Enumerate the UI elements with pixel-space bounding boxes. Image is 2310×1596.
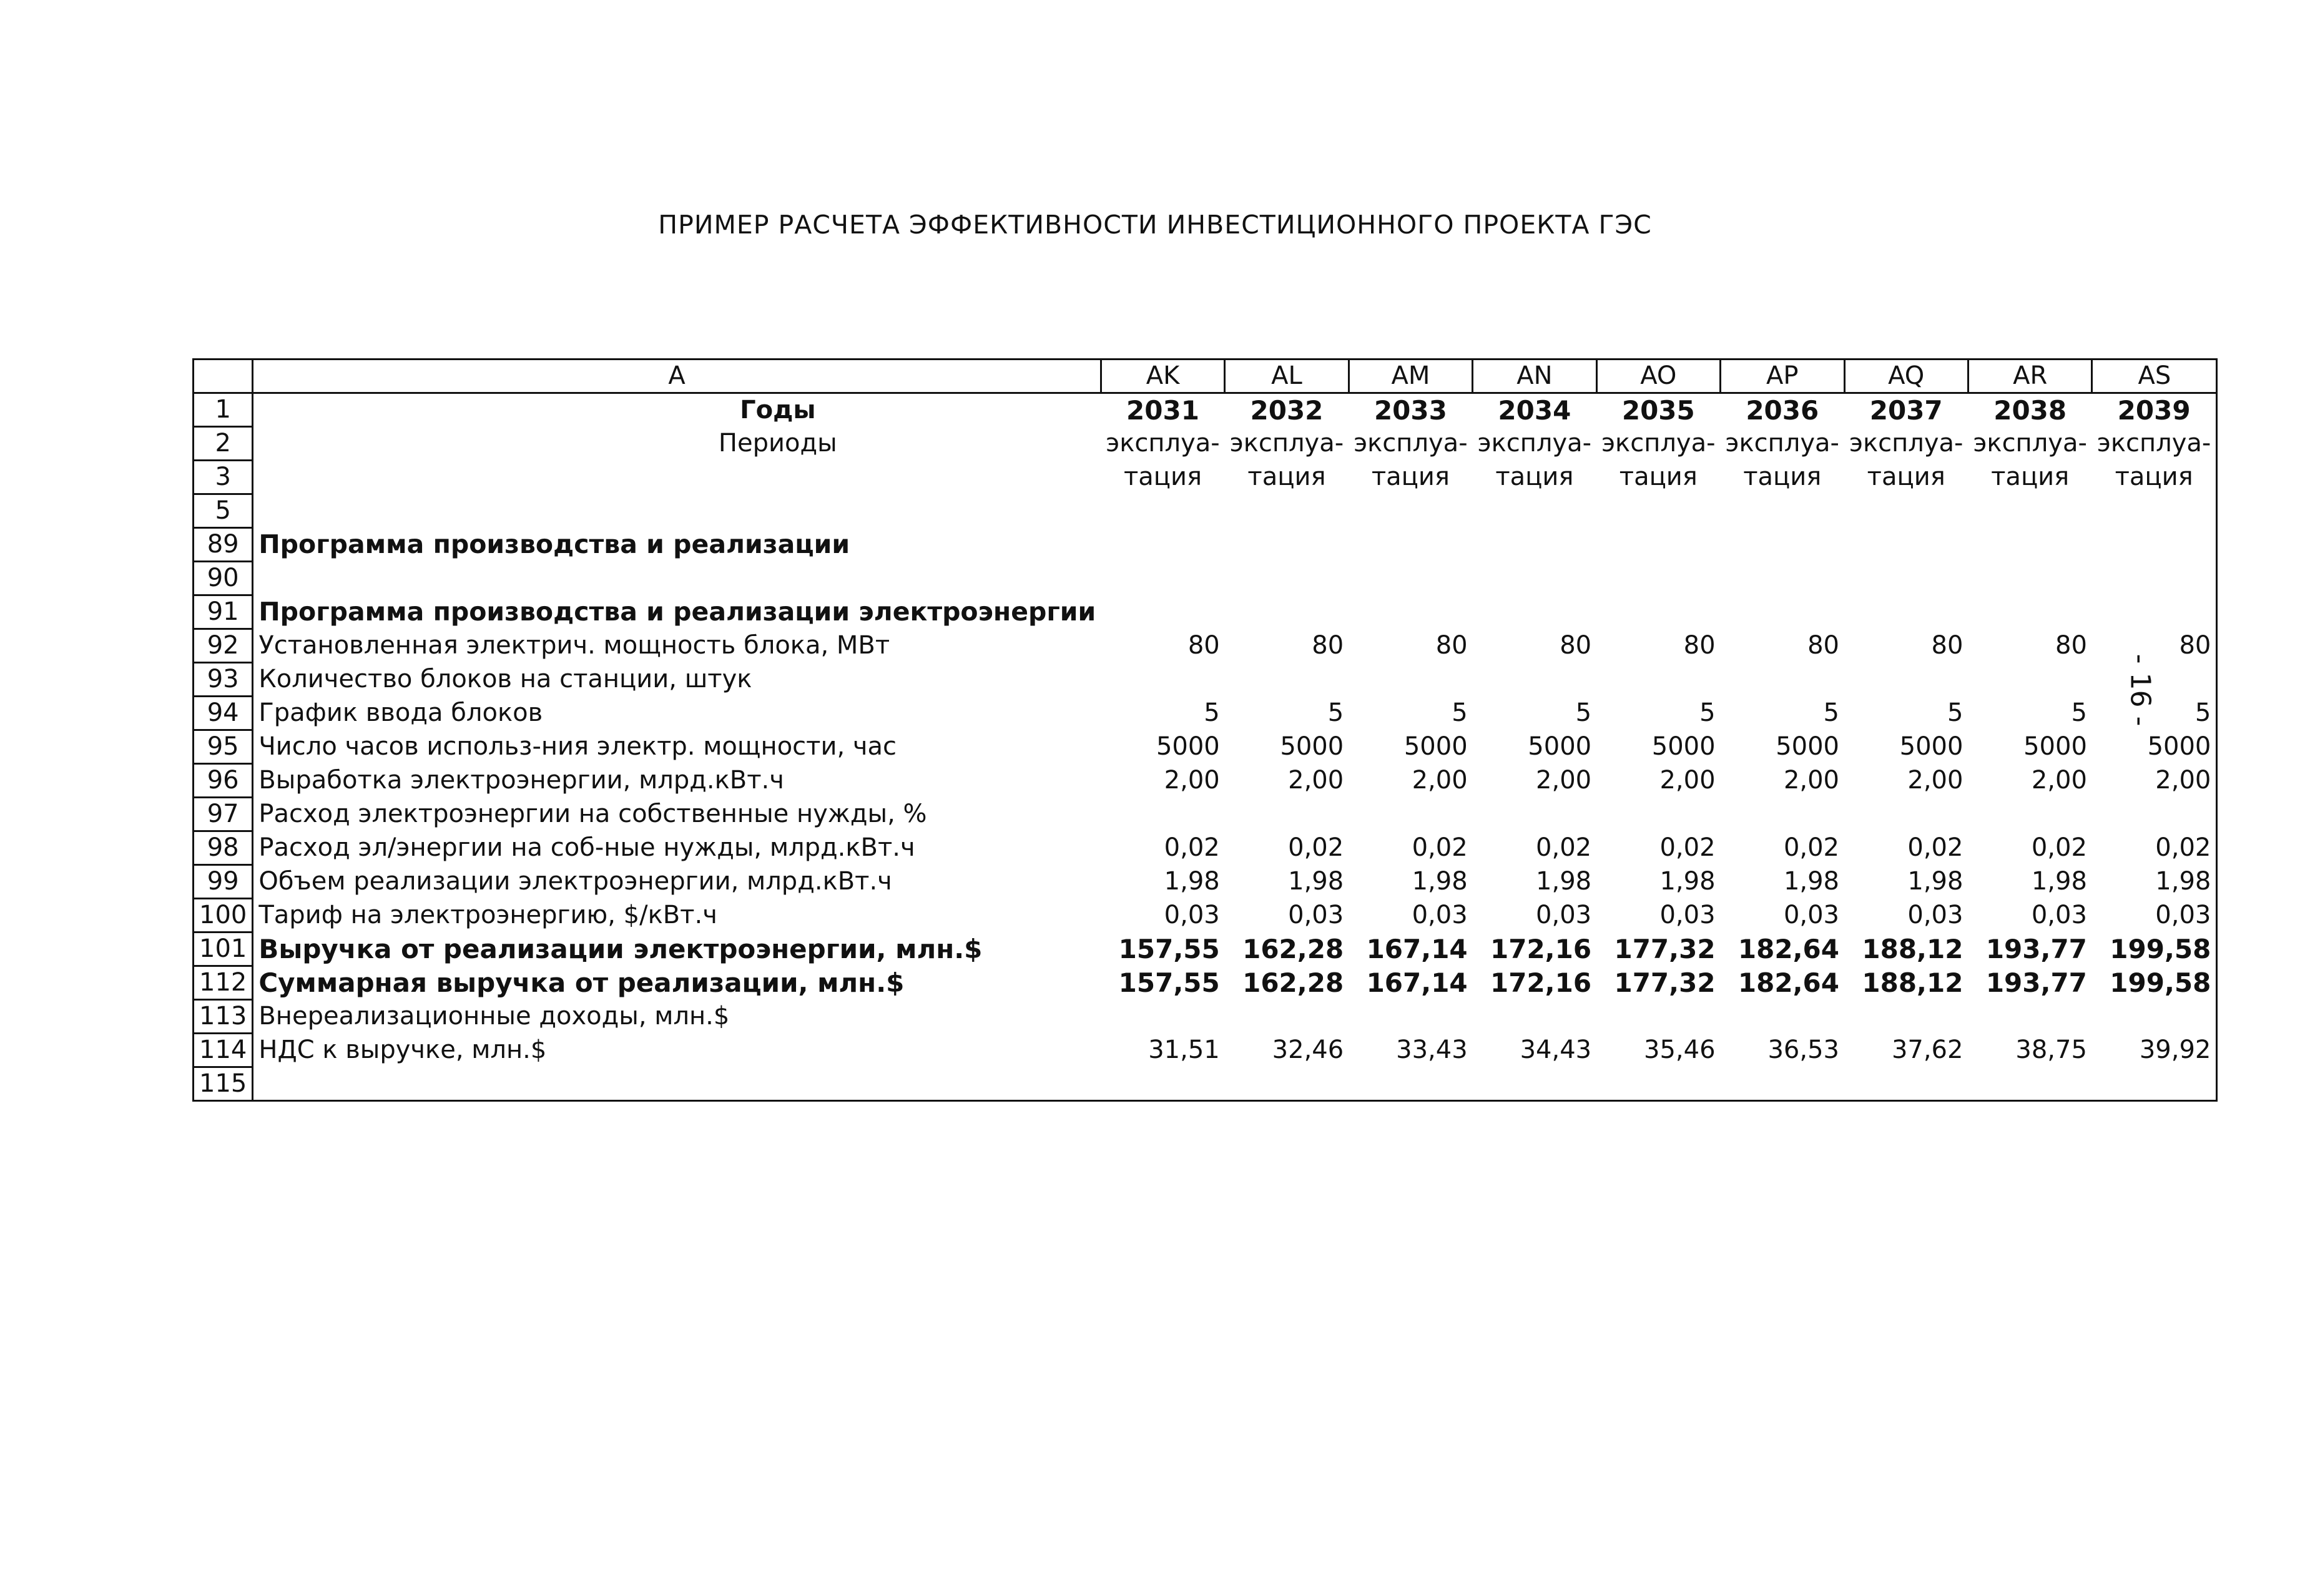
column-header[interactable]: AP	[1721, 360, 1844, 393]
value-cell[interactable]	[1349, 562, 1472, 595]
row-label[interactable]: Программа производства и реализации электроэнергии	[253, 595, 1101, 629]
value-cell[interactable]: 2,00	[1783, 766, 1839, 795]
row-label[interactable]: НДС к выручке, млн.$	[253, 1034, 1101, 1067]
row-header[interactable]: 2	[194, 427, 253, 461]
page-number: - 16 -	[2124, 654, 2156, 727]
row-label[interactable]	[253, 494, 1101, 528]
column-header[interactable]: A	[253, 360, 1101, 393]
value-cell[interactable]	[2092, 1067, 2217, 1101]
value-cell[interactable]	[1968, 1000, 2091, 1034]
value-cell[interactable]: 5	[2071, 698, 2087, 727]
value-cell[interactable]: 0,02	[1288, 833, 1344, 862]
value-cell[interactable]: эксплуа-	[2092, 427, 2217, 461]
row-header[interactable]: 95	[194, 730, 253, 764]
value-cell[interactable]: 5	[1327, 698, 1344, 727]
value-cell[interactable]: 0,03	[1164, 901, 1220, 929]
value-cell[interactable]: 177,32	[1614, 934, 1716, 964]
value-cell[interactable]: эксплуа-	[1849, 429, 1963, 458]
corner-cell[interactable]	[194, 360, 253, 393]
value-cell[interactable]	[1968, 562, 2091, 595]
column-header-row	[194, 360, 2217, 393]
value-cell[interactable]	[1596, 494, 1720, 528]
value-cell[interactable]: 33,43	[1396, 1035, 1468, 1064]
value-cell[interactable]: 5000	[1776, 732, 1839, 761]
row-header[interactable]: 89	[194, 528, 253, 562]
column-header[interactable]: AR	[1968, 360, 2091, 393]
row-header[interactable]: 91	[194, 595, 253, 629]
table-row	[194, 528, 2217, 562]
value-cell[interactable]: 0,02	[1907, 833, 1963, 862]
table-row	[194, 562, 2217, 595]
value-cell[interactable]: 1,98	[2031, 867, 2087, 896]
value-cell[interactable]: 182,64	[1737, 967, 1839, 998]
table-row	[194, 764, 2217, 798]
value-cell[interactable]	[1349, 1000, 1472, 1034]
value-cell[interactable]	[1349, 528, 1472, 562]
spreadsheet-table	[192, 358, 2218, 1102]
row-label[interactable]: Число часов использ-ния электр. мощности, час	[253, 730, 1101, 764]
value-cell[interactable]	[1968, 528, 2091, 562]
value-cell[interactable]: 80	[2092, 629, 2217, 663]
value-cell[interactable]: эксплуа-	[1601, 429, 1716, 458]
table-row	[194, 697, 2217, 730]
value-cell[interactable]: 1,98	[1659, 867, 1716, 896]
value-cell[interactable]: 5000	[2023, 732, 2087, 761]
value-cell[interactable]: 5000	[2092, 730, 2217, 764]
value-cell[interactable]: эксплуа-	[1477, 429, 1592, 458]
row-header[interactable]: 96	[194, 764, 253, 798]
value-cell[interactable]: 5	[1947, 698, 1963, 727]
row-label[interactable]: Расход электроэнергии на собственные нужды, %	[253, 798, 1101, 831]
value-cell[interactable]	[2092, 1000, 2217, 1034]
value-cell[interactable]: тация	[1247, 463, 1326, 491]
value-cell[interactable]: 2036	[1746, 394, 1819, 426]
value-cell[interactable]: 2039	[2092, 393, 2217, 427]
value-cell[interactable]	[1844, 595, 1968, 629]
row-header[interactable]: 101	[194, 933, 253, 966]
value-cell[interactable]: 2031	[1126, 394, 1199, 426]
value-cell[interactable]: 162,28	[1242, 967, 1344, 998]
value-cell[interactable]: тация	[1495, 463, 1574, 491]
table-row	[194, 629, 2217, 663]
row-label[interactable]: Расход эл/энергии на соб-ные нужды, млрд.кВт.ч	[253, 831, 1101, 865]
value-cell[interactable]	[1473, 595, 1596, 629]
row-header[interactable]: 112	[194, 966, 253, 1000]
value-cell[interactable]: 2035	[1621, 394, 1695, 426]
value-cell[interactable]	[2092, 528, 2217, 562]
value-cell[interactable]: 0,02	[1412, 833, 1468, 862]
value-cell[interactable]: эксплуа-	[1229, 429, 1344, 458]
value-cell[interactable]: 0,03	[1412, 901, 1468, 929]
value-cell[interactable]	[1968, 1067, 2091, 1101]
value-cell[interactable]: 0,03	[1907, 901, 1963, 929]
row-header[interactable]: 92	[194, 629, 253, 663]
table-row	[194, 899, 2217, 933]
row-header[interactable]: 97	[194, 798, 253, 831]
value-cell[interactable]: 0,02	[1164, 833, 1220, 862]
page-title: ПРИМЕР РАСЧЕТА ЭФФЕКТИВНОСТИ ИНВЕСТИЦИОННОГО ПРОЕКТА ГЭС	[658, 210, 1652, 240]
row-header[interactable]: 5	[194, 494, 253, 528]
value-cell[interactable]	[1721, 798, 1844, 831]
value-cell[interactable]	[1101, 663, 1224, 697]
value-cell[interactable]: 2037	[1869, 394, 1943, 426]
value-cell[interactable]: 182,64	[1737, 934, 1839, 964]
value-cell[interactable]: 1,98	[1288, 867, 1344, 896]
value-cell[interactable]	[1101, 562, 1224, 595]
value-cell[interactable]	[1721, 1067, 1844, 1101]
value-cell[interactable]: 1,98	[1907, 867, 1963, 896]
value-cell[interactable]	[1721, 494, 1844, 528]
row-label[interactable]: Установленная электрич. мощность блока, МВт	[253, 629, 1101, 663]
value-cell[interactable]	[1101, 1000, 1224, 1034]
row-label[interactable]: Суммарная выручка от реализации, млн.$	[253, 966, 1101, 1000]
value-cell[interactable]: 172,16	[1490, 967, 1592, 998]
value-cell[interactable]	[1844, 798, 1968, 831]
value-cell[interactable]	[1844, 528, 1968, 562]
value-cell[interactable]	[1968, 595, 2091, 629]
value-cell[interactable]: 0,02	[2092, 831, 2217, 865]
value-cell[interactable]	[1844, 562, 1968, 595]
row-label[interactable]: Объем реализации электроэнергии, млрд.кВт.ч	[253, 865, 1101, 899]
value-cell[interactable]: 80	[1683, 631, 1716, 660]
table-row	[194, 730, 2217, 764]
value-cell[interactable]	[1844, 494, 1968, 528]
value-cell[interactable]	[1721, 1000, 1844, 1034]
value-cell[interactable]: 80	[1931, 631, 1963, 660]
row-header[interactable]: 100	[194, 899, 253, 933]
value-cell[interactable]: 5	[1204, 698, 1220, 727]
value-cell[interactable]	[1473, 494, 1596, 528]
value-cell[interactable]: 5000	[1403, 732, 1468, 761]
value-cell[interactable]	[1225, 595, 1349, 629]
value-cell[interactable]: 2,00	[1412, 766, 1468, 795]
value-cell[interactable]: 193,77	[1985, 967, 2087, 998]
table-row	[194, 798, 2217, 831]
value-cell[interactable]	[1844, 663, 1968, 697]
column-header[interactable]: AN	[1473, 360, 1596, 393]
value-cell[interactable]: 80	[1560, 631, 1592, 660]
table-row	[194, 1067, 2217, 1101]
value-cell[interactable]: 31,51	[1148, 1035, 1220, 1064]
value-cell[interactable]: 2032	[1250, 394, 1324, 426]
value-cell[interactable]: 5000	[1899, 732, 1963, 761]
value-cell[interactable]: тация	[1867, 463, 1945, 491]
value-cell[interactable]: 157,55	[1118, 967, 1220, 998]
value-cell[interactable]	[1721, 562, 1844, 595]
row-label[interactable]: Количество блоков на станции, штук	[253, 663, 1101, 697]
row-header[interactable]: 114	[194, 1034, 253, 1067]
value-cell[interactable]	[1225, 562, 1349, 595]
table-row	[194, 1000, 2217, 1034]
value-cell[interactable]: 2,00	[1288, 766, 1344, 795]
value-cell[interactable]: эксплуа-	[1973, 429, 2087, 458]
value-cell[interactable]	[2092, 798, 2217, 831]
row-header[interactable]: 3	[194, 461, 253, 494]
value-cell[interactable]	[1721, 663, 1844, 697]
value-cell[interactable]	[1225, 494, 1349, 528]
table-row	[194, 865, 2217, 899]
value-cell[interactable]: тация	[1371, 463, 1450, 491]
row-header[interactable]: 113	[194, 1000, 253, 1034]
value-cell[interactable]: 199,58	[2092, 966, 2217, 1000]
value-cell[interactable]: тация	[2092, 461, 2217, 494]
value-cell[interactable]: 80	[1312, 631, 1344, 660]
table-row	[194, 393, 2217, 427]
row-label[interactable]: Годы	[253, 393, 1101, 427]
value-cell[interactable]	[1473, 562, 1596, 595]
table-row	[194, 461, 2217, 494]
column-header[interactable]: AQ	[1844, 360, 1968, 393]
value-cell[interactable]: 0,02	[1659, 833, 1716, 862]
value-cell[interactable]	[2092, 494, 2217, 528]
row-label[interactable]: График ввода блоков	[253, 697, 1101, 730]
value-cell[interactable]	[1473, 663, 1596, 697]
row-label[interactable]	[253, 461, 1101, 494]
value-cell[interactable]	[1844, 1000, 1968, 1034]
value-cell[interactable]: 2033	[1374, 394, 1447, 426]
value-cell[interactable]: 80	[1187, 631, 1220, 660]
value-cell[interactable]	[1473, 1000, 1596, 1034]
value-cell[interactable]	[1473, 1067, 1596, 1101]
value-cell[interactable]: 199,58	[2092, 933, 2217, 966]
value-cell[interactable]: 0,02	[1783, 833, 1839, 862]
table-row	[194, 1034, 2217, 1067]
value-cell[interactable]: 5	[1823, 698, 1839, 727]
value-cell[interactable]: 157,55	[1118, 934, 1220, 964]
value-cell[interactable]: 0,03	[1659, 901, 1716, 929]
value-cell[interactable]: 1,98	[2092, 865, 2217, 899]
row-label[interactable]	[253, 1067, 1101, 1101]
row-label[interactable]: Выработка электроэнергии, млрд.кВт.ч	[253, 764, 1101, 798]
value-cell[interactable]: тация	[1619, 463, 1698, 491]
value-cell[interactable]: 188,12	[1862, 967, 1963, 998]
value-cell[interactable]: тация	[1743, 463, 1822, 491]
value-cell[interactable]: 5	[1575, 698, 1592, 727]
value-cell[interactable]	[1596, 1067, 1720, 1101]
value-cell[interactable]	[1349, 798, 1472, 831]
value-cell[interactable]	[1349, 494, 1472, 528]
table-row	[194, 595, 2217, 629]
value-cell[interactable]: 38,75	[2015, 1035, 2087, 1064]
table-row	[194, 427, 2217, 461]
value-cell[interactable]	[1473, 798, 1596, 831]
value-cell[interactable]: 2,00	[1536, 766, 1592, 795]
value-cell[interactable]	[1225, 798, 1349, 831]
value-cell[interactable]: 0,03	[2092, 899, 2217, 933]
value-cell[interactable]	[1968, 494, 2091, 528]
row-header[interactable]: 93	[194, 663, 253, 697]
value-cell[interactable]	[2092, 595, 2217, 629]
value-cell[interactable]	[1844, 1067, 1968, 1101]
value-cell[interactable]: 0,03	[1288, 901, 1344, 929]
value-cell[interactable]: 80	[2055, 631, 2087, 660]
column-header[interactable]: AM	[1349, 360, 1472, 393]
table-row	[194, 933, 2217, 966]
value-cell[interactable]: эксплуа-	[1106, 429, 1220, 458]
value-cell[interactable]	[1349, 595, 1472, 629]
row-header[interactable]: 1	[194, 393, 253, 427]
value-cell[interactable]: 1,98	[1536, 867, 1592, 896]
table-row	[194, 494, 2217, 528]
row-header[interactable]: 94	[194, 697, 253, 730]
value-cell[interactable]: 167,14	[1366, 967, 1468, 998]
value-cell[interactable]	[1225, 528, 1349, 562]
value-cell[interactable]	[1596, 798, 1720, 831]
value-cell[interactable]	[1101, 494, 1224, 528]
value-cell[interactable]: 35,46	[1644, 1035, 1716, 1064]
value-cell[interactable]	[1101, 595, 1224, 629]
value-cell[interactable]: 0,03	[1783, 901, 1839, 929]
value-cell[interactable]: 5	[1699, 698, 1716, 727]
value-cell[interactable]: 2038	[1993, 394, 2067, 426]
row-label[interactable]: Выручка от реализации электроэнергии, млн.$	[253, 933, 1101, 966]
value-cell[interactable]	[1596, 1000, 1720, 1034]
value-cell[interactable]	[1101, 798, 1224, 831]
value-cell[interactable]: 0,02	[1536, 833, 1592, 862]
value-cell[interactable]: 5	[1452, 698, 1468, 727]
value-cell[interactable]: 177,32	[1614, 967, 1716, 998]
column-header[interactable]: AS	[2092, 360, 2217, 393]
value-cell[interactable]: 34,43	[1520, 1035, 1592, 1064]
value-cell[interactable]	[1225, 1000, 1349, 1034]
value-cell[interactable]	[1225, 663, 1349, 697]
value-cell[interactable]: тация	[1991, 463, 2070, 491]
value-cell[interactable]: 2,00	[1164, 766, 1220, 795]
value-cell[interactable]: 172,16	[1490, 934, 1592, 964]
value-cell[interactable]: 2,00	[2092, 764, 2217, 798]
column-header[interactable]: AO	[1596, 360, 1720, 393]
value-cell[interactable]: 188,12	[1862, 934, 1963, 964]
value-cell[interactable]: 162,28	[1242, 934, 1344, 964]
row-label[interactable]	[253, 562, 1101, 595]
value-cell[interactable]	[1596, 663, 1720, 697]
value-cell[interactable]: 80	[1435, 631, 1468, 660]
value-cell[interactable]: 0,03	[1536, 901, 1592, 929]
row-header[interactable]: 115	[194, 1067, 253, 1101]
table-row	[194, 966, 2217, 1000]
value-cell[interactable]	[1101, 528, 1224, 562]
value-cell[interactable]	[1101, 1067, 1224, 1101]
value-cell[interactable]: 0,03	[2031, 901, 2087, 929]
value-cell[interactable]	[1596, 528, 1720, 562]
value-cell[interactable]	[1721, 528, 1844, 562]
value-cell[interactable]: 37,62	[1891, 1035, 1963, 1064]
value-cell[interactable]	[2092, 663, 2217, 697]
column-header[interactable]: AL	[1225, 360, 1349, 393]
value-cell[interactable]: 5000	[1651, 732, 1716, 761]
value-cell[interactable]	[1349, 663, 1472, 697]
value-cell[interactable]	[1596, 562, 1720, 595]
row-label[interactable]: Тариф на электроэнергию, $/кВт.ч	[253, 899, 1101, 933]
value-cell[interactable]: 1,98	[1412, 867, 1468, 896]
value-cell[interactable]	[1968, 798, 2091, 831]
row-header[interactable]: 90	[194, 562, 253, 595]
value-cell[interactable]: 5000	[1156, 732, 1220, 761]
value-cell[interactable]	[1473, 528, 1596, 562]
row-label[interactable]: Программа производства и реализации	[253, 528, 1101, 562]
value-cell[interactable]: тация	[1123, 463, 1202, 491]
value-cell[interactable]: 2,00	[1907, 766, 1963, 795]
value-cell[interactable]	[1349, 1067, 1472, 1101]
value-cell[interactable]: эксплуа-	[1354, 429, 1468, 458]
value-cell[interactable]: 1,98	[1164, 867, 1220, 896]
value-cell[interactable]	[1968, 663, 2091, 697]
row-header[interactable]: 99	[194, 865, 253, 899]
row-label[interactable]: Периоды	[253, 427, 1101, 461]
value-cell[interactable]: 39,92	[2092, 1034, 2217, 1067]
value-cell[interactable]: 2,00	[1659, 766, 1716, 795]
value-cell[interactable]: 36,53	[1767, 1035, 1839, 1064]
value-cell[interactable]: 5000	[1280, 732, 1344, 761]
value-cell[interactable]: 2034	[1498, 394, 1571, 426]
value-cell[interactable]: 5000	[1528, 732, 1592, 761]
value-cell[interactable]: 1,98	[1783, 867, 1839, 896]
value-cell[interactable]	[1596, 595, 1720, 629]
value-cell[interactable]: эксплуа-	[1725, 429, 1839, 458]
value-cell[interactable]: 80	[1807, 631, 1839, 660]
row-label[interactable]: Внереализационные доходы, млн.$	[253, 1000, 1101, 1034]
value-cell[interactable]	[2092, 562, 2217, 595]
table-row	[194, 831, 2217, 865]
column-header[interactable]: AK	[1101, 360, 1224, 393]
value-cell[interactable]	[1225, 1067, 1349, 1101]
value-cell[interactable]: 2,00	[2031, 766, 2087, 795]
value-cell[interactable]: 32,46	[1272, 1035, 1344, 1064]
value-cell[interactable]: 0,02	[2031, 833, 2087, 862]
table-row	[194, 663, 2217, 697]
value-cell[interactable]: 5	[2092, 697, 2217, 730]
value-cell[interactable]	[1721, 595, 1844, 629]
value-cell[interactable]: 167,14	[1366, 934, 1468, 964]
row-header[interactable]: 98	[194, 831, 253, 865]
value-cell[interactable]: 193,77	[1985, 934, 2087, 964]
